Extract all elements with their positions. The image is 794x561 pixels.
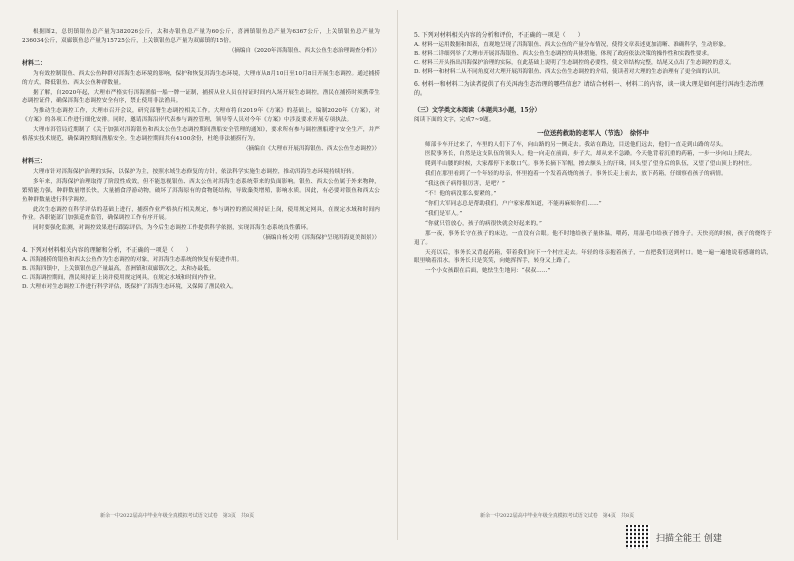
page-3 — [8, 0, 390, 548]
option-d: D. 材料一和材料二从不同角度对大理开展洱海银鱼、西太公鱼生态调控的介绍，使读者对大理的生态治理有了更全面的认识。 — [414, 68, 724, 75]
paragraph: 那一夜，事务长守在孩子的床边，一直没有合眼。他不时地给孩子量体温，喂药，用湿毛巾给孩子擦身子。天快亮的时候，孩子的烧终于退了。 — [414, 230, 772, 246]
material-three-heading: 材料三： — [22, 157, 47, 165]
paragraph: 据了解，自2020年起，大理市严格实行洱海渔船一船一牌一证制，捕捞从业人员在持证时间内入场开展生态调控，渔民在捕捞时须携带生态调控证件，确保洱海生态调控安全有序，禁止使用非法渔具。 — [22, 89, 380, 105]
paragraph: 大理市针对洱海保护治理的实际，以保护为主，按照水域生态修复的方针，依法科学实施生态调控，推动洱海生态环境持续好转。 — [33, 168, 358, 175]
scanner-watermark: 扫描全能王 创建 — [656, 534, 722, 544]
paragraph: 师部卡车开过来了，车里的人们下了车，向山路的另一侧走去。我站在路边，目送他们远去，他们一直走到山路的尽头。 — [425, 141, 727, 148]
option-d: D. 大理市对生态调控工作进行科学评估，既保护了洱海生态环境，又保障了渔民收入。 — [22, 283, 237, 290]
source-note: （摘编自杨文明《洱海保护呈现洱海更美图景》） — [259, 235, 380, 242]
paragraph: 天亮以后，事务长又背起药箱，带着我们向下一个村庄走去。年轻的母亲抱着孩子，一直把我们送到村口。她一遍一遍地说着感谢的话，眼里噙着泪水。事务长只是笑笑，向她挥挥手，转身又上路了。 — [414, 249, 772, 265]
option-a: A. 材料一运用数据和图表，直观地呈现了洱海银鱼、西太公鱼的产量分布情况，使得文章表述更加清晰、准确科学，生动形象。 — [414, 42, 730, 48]
option-b: B. 材料二详细列举了大理市开展洱海银鱼、西太公鱼生态调控的具体措施，体现了政府依法决策的操作性和实践性要求。 — [414, 50, 713, 57]
dialogue-line: “不！他的病没那么要紧的。” — [425, 191, 497, 198]
source-note: （摘编自《2020年洱海银鱼、西太公鱼生态治理调查分析》） — [228, 47, 380, 54]
page-4 — [404, 0, 786, 548]
paragraph: 大理市洱管局近期制了《关于加强对洱海银鱼和西太公鱼生态调控期间渔船安全管理的通知》，要求所有参与调控渔船遵守安全生产，并严格落实技术规范，确保调控期间渔船安全。生态调控期间共有4100余份，杜绝非法捕捞行为。 — [22, 127, 380, 143]
qr-code-icon — [626, 525, 650, 549]
option-c: C. 材料三开头指出洱海保护治理的实际，在此基础上说明了生态调控的必要性，使文章结构完整，结尾又点出了生态调控的意义。 — [414, 59, 735, 66]
paragraph: 爬到半山腰的时候，大家都停下来歇口气。事务长摘下军帽，擦去额头上的汗珠，回头望了望身后的队伍，又望了望山顶上的村庄。 — [425, 161, 756, 168]
source-note: （摘编自《大理市开展洱海银鱼、西太公鱼生态调控》） — [242, 145, 380, 152]
paragraph: 为有效控制银鱼、西太公鱼种群对洱海生态环境的影响，保护和恢复洱海生态环境，大理市从8月10日至10月8日开展生态调控。通过捕捞的方式，降低银鱼、西太公鱼种群数量。 — [22, 70, 380, 86]
story-title: 一位送药救助的老军人（节选） 徐怀中 — [537, 128, 649, 137]
paragraph: 此次生态调控在科学评估的基础上进行，捕捞作业严格执行相关规定，参与调控的渔民须持证上岗，使用规定网具，在规定水域和时间内作业。各职能部门加强巡查监管，确保调控工作有序开展。 — [22, 206, 380, 222]
paragraph: 我们在那里看到了一个年轻的母亲，怀里抱着一个发着高烧的孩子。事务长走上前去，放下药箱，仔细察看孩子的病情。 — [425, 171, 727, 178]
material-two-heading: 材料二： — [22, 59, 47, 67]
option-a: A. 洱海捕捞的银鱼和西太公鱼作为生态调控的对象，对洱海生态系统的恢复有促进作用。 — [22, 257, 243, 264]
dialogue-line: “你就只管放心，孩子的病很快就会好起来的。” — [425, 220, 542, 227]
material-one-tail: 根据图2，总钥镇银鱼总产量为382026公斤，太和办银鱼总产量为60公斤，喜洲镇银鱼总产量为6367公斤，上关镇银鱼总产量为236034公斤，双廊镇鱼总产量为15725公斤，上关镇银鱼总产量为双廊镇的15倍。 — [22, 29, 380, 44]
dialogue-line: “我们是军人。” — [425, 210, 463, 217]
section-instruction: 阅读下面的文字，完成7~9题。 — [414, 116, 495, 123]
question-6: 6. 材料一和材料二为读者提供了有关洱海生态治理的哪些信息？请结合材料一、材料二的内容，谈一谈大理是如何进行洱海生态治理的。 — [414, 80, 764, 97]
paragraph: 多年来，洱海保护治理取得了阶段性成效，但不能忽视银鱼、西太公鱼对洱海生态系统带来的负面影响。银鱼、西太公鱼属于外来物种，繁殖能力强，种群数量增长快，大量捕食浮游动物，破坏了洱海原有的食物链结构，导致藻类增殖，影响水质。因此，有必要对银鱼和西太公鱼种群数量进行科学调控。 — [22, 178, 380, 203]
option-c: C. 洱海调控期间，渔民须持证上岗并使用规定网具，在规定水域和时间内作业。 — [22, 274, 220, 281]
page-divider — [397, 10, 398, 540]
question-5: 5. 下列对材料相关内容的分析和评价，不正确的一项是（ ） — [414, 32, 584, 39]
paragraph: 同时要强化监测，对调控效果进行跟踪评估，为今后生态调控工作提供科学依据，实现洱海生态系统良性循环。 — [33, 225, 312, 232]
dialogue-line: “你们大军同志总是帮助我们，户户家家都知道，不能再麻烦你们……” — [425, 200, 602, 207]
question-4: 4. 下列对材料相关内容的理解和分析，不正确的一项是（ ） — [22, 247, 192, 255]
page-footer: 新余一中2022届高中毕业年级全真模拟考试语文试卷 第4页 共8页 — [480, 513, 635, 519]
paragraph: 医院事务长，自然是这支队伍的领头人。他一向走在前面，步子大，却从来不急躁。今天他背着沉重的药箱，一步一步向山上爬去。 — [425, 151, 756, 158]
page-footer: 新余一中2022届高中毕业年级全真模拟考试语文试卷 第3页 共8页 — [100, 513, 255, 519]
paragraph: 一个小女孩跟在后面，她怯生生地问：“叔叔……” — [425, 268, 551, 275]
section-three-heading: （三）文学类文本阅读（本题共3小题，15分） — [414, 106, 541, 114]
option-b: B. 洱海四镇中，上关镇银鱼总产量最高，喜洲镇和双廊镇次之，太和办最低。 — [22, 266, 215, 273]
paragraph: 为推动生态调控工作，大理市召开会议，研究部署生态调控相关工作。大理市将自2019年《方案》的基础上，编制2020年《方案》，对《方案》的各项工作进行细化安排。同时，邀请洱海沿岸代表参与调控管理，领导等人员对今年《方案》中涉及要求开展专项执法。 — [22, 108, 380, 124]
dialogue-line: “我这孩子病得很厉害，是吧？” — [425, 181, 505, 188]
